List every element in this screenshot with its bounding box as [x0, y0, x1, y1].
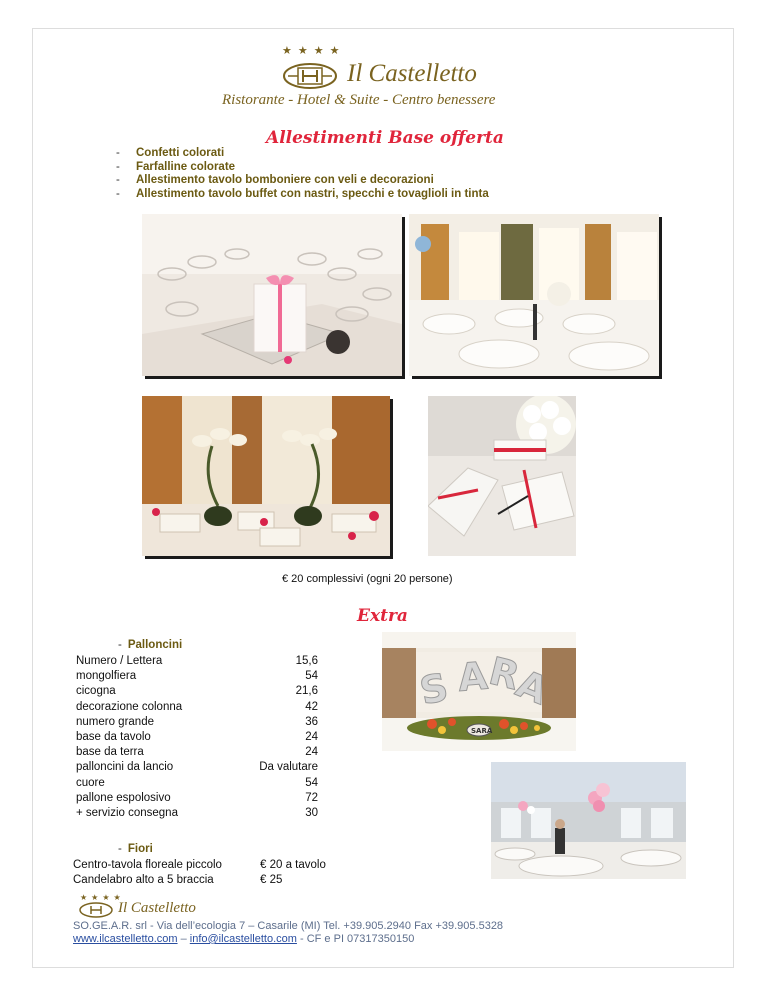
table-row: palloncini da lancio Da valutare	[76, 761, 318, 774]
table-row: cuore 54	[76, 776, 318, 789]
base-offer-title: Allestimenti Base offerta	[266, 128, 504, 148]
list-item: - Allestimento tavolo buffet con nastri, specchi e tovaglioli in tinta	[116, 187, 489, 200]
table-row: + servizio consegna 30	[76, 806, 318, 819]
palloncini-price-list	[76, 654, 318, 821]
brand-tagline: Ristorante - Hotel & Suite - Centro benessere	[222, 92, 496, 108]
table-row: Candelabro alto a 5 braccia € 25	[73, 874, 283, 886]
email-link[interactable]: info@ilcastelletto.com	[189, 933, 297, 945]
photo-balloon-letters	[382, 632, 576, 751]
table-row: Numero / Lettera 15,6	[76, 655, 318, 667]
base-offer-list	[116, 147, 489, 201]
table-row: base da terra 24	[76, 746, 318, 759]
table-row: Centro-tavola floreale piccolo € 20 a tavolo	[73, 859, 326, 871]
table-row: numero grande 36	[76, 715, 318, 728]
balloon-letter-1: S	[415, 664, 452, 714]
tax-info: - CF e PI 07317350150	[296, 933, 415, 945]
footer-castle-emblem-icon	[78, 902, 114, 918]
balloon-letter-3: R	[484, 648, 524, 699]
footer-contacts: www.ilcastelletto.com – info@ilcastelletto.com - CF e PI 07317350150	[73, 933, 415, 945]
balloon-letter-4: A	[510, 661, 555, 714]
table-row: base da tavolo 24	[76, 730, 318, 743]
photo-table-favors	[142, 214, 402, 376]
fiori-heading: - Fiori	[118, 843, 153, 855]
fiori-price-list	[73, 858, 373, 888]
table-row: mongolfiera 54	[76, 670, 318, 683]
photo-guest-book	[428, 396, 576, 556]
balloon-letter-2: A	[456, 653, 490, 700]
list-item: - Allestimento tavolo bomboniere con veli e decorazioni	[116, 174, 434, 186]
table-row: pallone espolosivo 72	[76, 791, 318, 804]
list-item: - Farfalline colorate	[116, 160, 236, 173]
footer-rating-stars: ★★★★	[80, 893, 125, 902]
table-row: decorazione colonna 42	[76, 700, 318, 713]
palloncini-heading: - Palloncini	[118, 639, 183, 651]
balloon-name-label: SARA	[471, 727, 493, 735]
rating-stars: ★★★★	[282, 45, 346, 57]
brand-name: Il Castelletto	[347, 60, 477, 87]
list-item: - Confetti colorati	[116, 147, 225, 159]
website-link[interactable]: www.ilcastelletto.com	[73, 933, 178, 945]
photo-hall-balloons	[491, 762, 686, 879]
photo-orchid-centerpiece	[142, 396, 390, 556]
extra-title: Extra	[357, 606, 408, 626]
castle-emblem-icon	[282, 62, 338, 90]
base-offer-price: € 20 complessivi (ogni 20 persone)	[282, 573, 453, 585]
footer-address: SO.GE.A.R. srl - Via dell’ecologia 7 – Casarile (MI) Tel. +39.905.2940 Fax +39.905.5328	[73, 920, 504, 932]
footer-brand-name: Il Castelletto	[118, 900, 196, 916]
table-row: cicogna 21,6	[76, 685, 318, 698]
photo-dining-room	[409, 214, 659, 376]
